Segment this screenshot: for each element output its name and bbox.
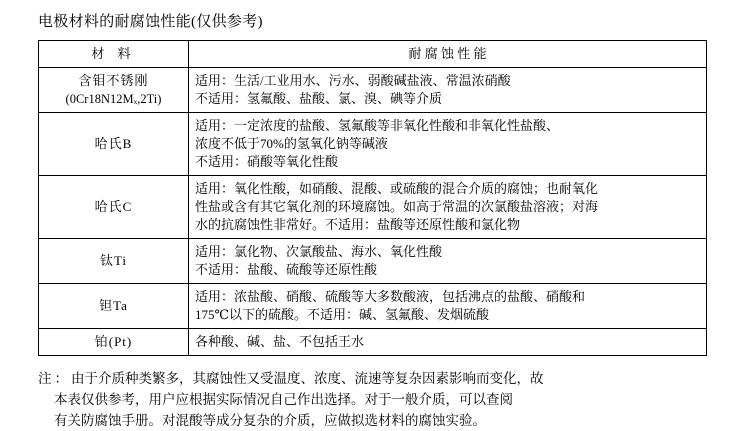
footnote-text-1: 由于介质种类繁多，其腐蚀性又受温度、浓度、流速等复杂因素影响而变化，故	[71, 371, 544, 386]
performance-line: 各种酸、碱、盐、不包括王水	[195, 334, 365, 349]
material-name: 哈氏B	[94, 136, 133, 151]
table-row	[39, 176, 707, 239]
material-name: 含钼不锈刚	[78, 73, 149, 88]
table-row	[39, 68, 707, 113]
table-row	[39, 239, 707, 284]
column-header-material	[39, 41, 189, 68]
performance-line: 适用：浓盐酸、硝酸、硫酸等大多数酸液，包括沸点的盐酸、硝酸和	[195, 289, 586, 304]
performance-line: 不适用：盐酸、硫酸等还原性酸	[195, 262, 378, 277]
performance-cell	[189, 113, 707, 176]
performance-line: 不适用：氢氟酸、盐酸、氯、溴、碘等介质	[195, 91, 443, 106]
performance-line: 适用：一定浓度的盐酸、氢氟酸等非氧化性酸和非氧化性盐酸、	[195, 118, 560, 133]
material-name: 钛Ti	[99, 253, 128, 268]
column-header-performance-label: 耐 腐 蚀 性 能	[408, 46, 487, 61]
table-header-row	[39, 41, 707, 68]
footnote-label: 注：	[38, 371, 71, 386]
material-cell	[39, 68, 189, 113]
footnote	[38, 368, 710, 431]
column-header-material-label: 材 料	[91, 46, 136, 61]
material-cell	[39, 329, 189, 356]
material-name: 钽Ta	[99, 298, 128, 313]
material-cell	[39, 239, 189, 284]
table-row	[39, 113, 707, 176]
footnote-line-1	[38, 368, 710, 389]
performance-line: 性盐或含有其它氧化剂的环境腐蚀。如高于常温的次氯酸盐溶液；对海	[195, 199, 599, 214]
material-name: 铂(Pt)	[94, 334, 133, 349]
performance-line: 不适用：硝酸等氧化性酸	[195, 154, 339, 169]
table-row	[39, 284, 707, 329]
performance-line: 175℃以下的硫酸。不适用：碱、氢氟酸、发烟硫酸	[195, 307, 490, 322]
material-cell	[39, 176, 189, 239]
performance-line: 适用：氯化物、次氯酸盐、海水、氧化性酸	[195, 244, 443, 259]
material-formula: (0Cr18N12Mₓ,2Ti)	[65, 92, 162, 106]
performance-cell	[189, 329, 707, 356]
material-cell	[39, 284, 189, 329]
corrosion-resistance-table	[38, 40, 707, 356]
column-header-performance	[189, 41, 707, 68]
performance-cell	[189, 239, 707, 284]
footnote-line-3: 有关防腐蚀手册。对混酸等成分复杂的介质，应做拟选材料的腐蚀实验。	[54, 413, 486, 428]
table-row	[39, 329, 707, 356]
footnote-line-2: 本表仅供参考，用户应根据实际情况自己作出选择。对于一般介质，可以查阅	[54, 392, 513, 407]
performance-cell	[189, 68, 707, 113]
performance-line: 适用：氧化性酸，如硝酸、混酸、或硫酸的混合介质的腐蚀；也耐氧化	[195, 181, 599, 196]
performance-line: 水的抗腐蚀性非常好。不适用：盐酸等还原性酸和氯化物	[195, 217, 521, 232]
performance-line: 适用：生活/工业用水、污水、弱酸碱盐液、常温浓硝酸	[195, 73, 511, 88]
performance-cell	[189, 284, 707, 329]
performance-cell	[189, 176, 707, 239]
performance-line: 浓度不低于70%的氢氧化钠等碱液	[195, 136, 388, 151]
material-cell	[39, 113, 189, 176]
page-title: 电极材料的耐腐蚀性能(仅供参考)	[38, 14, 263, 30]
material-name: 哈氏C	[94, 199, 133, 214]
